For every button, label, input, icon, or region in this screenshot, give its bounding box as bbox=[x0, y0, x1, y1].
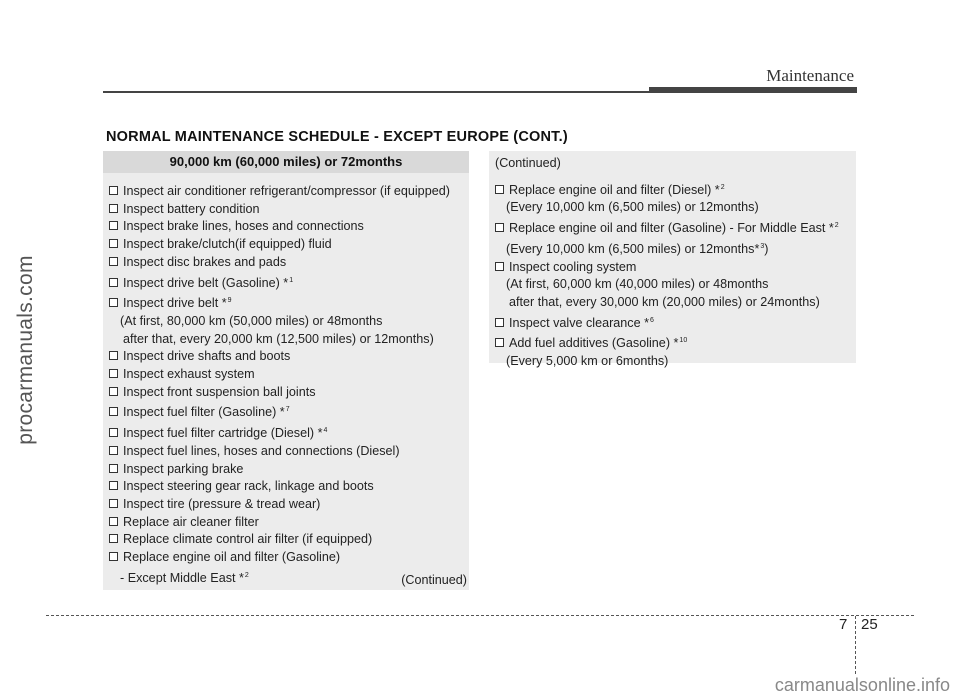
footnote-mark: 4 bbox=[323, 427, 328, 435]
footnote-mark: 1 bbox=[289, 276, 294, 284]
item-text: Inspect tire (pressure & tread wear) bbox=[123, 496, 321, 511]
checkbox-icon bbox=[109, 298, 118, 307]
checkbox-icon bbox=[109, 239, 118, 248]
checkbox-icon bbox=[109, 534, 118, 543]
header-title: Maintenance bbox=[766, 66, 854, 85]
checklist-item bbox=[103, 254, 469, 272]
item-text: Inspect drive belt * bbox=[123, 296, 227, 311]
item-text: (Every 10,000 km (6,500 miles) or 12months) bbox=[506, 200, 759, 215]
item-text: Inspect air conditioner refrigerant/compressor (if equipped) bbox=[123, 184, 450, 198]
checkbox-icon bbox=[109, 446, 118, 455]
checklist-item-detail bbox=[489, 238, 856, 259]
item-text: Inspect fuel lines, hoses and connections (Diesel) bbox=[123, 443, 400, 458]
right-continued-label: (Continued) bbox=[495, 156, 561, 170]
checkbox-icon bbox=[495, 262, 504, 271]
checkbox-icon bbox=[109, 499, 118, 508]
item-text: after that, every 30,000 km (20,000 miles) or 24months) bbox=[509, 294, 820, 309]
checklist-item bbox=[489, 332, 856, 353]
left-schedule-box bbox=[103, 151, 469, 590]
checkbox-icon bbox=[109, 351, 118, 360]
checklist-item-detail bbox=[489, 294, 856, 312]
item-text: Inspect valve clearance * bbox=[509, 315, 650, 330]
item-text: Inspect parking brake bbox=[123, 461, 244, 476]
page-separator bbox=[855, 616, 856, 674]
item-text: - Except Middle East * bbox=[120, 570, 244, 585]
checklist-item bbox=[103, 366, 469, 384]
checklist-item bbox=[489, 179, 856, 200]
footnote-mark: 6 bbox=[650, 316, 654, 324]
checklist-item bbox=[103, 549, 469, 567]
checkbox-icon bbox=[109, 464, 118, 473]
checklist-item bbox=[103, 531, 469, 549]
item-text: (Every 10,000 km (6,500 miles) or 12months* bbox=[506, 241, 760, 256]
checklist-item bbox=[103, 401, 469, 422]
checkbox-icon bbox=[109, 257, 118, 266]
item-text: Add fuel additives (Gasoline) * bbox=[509, 336, 679, 351]
checklist-item bbox=[103, 384, 469, 402]
item-text: (At first, 80,000 km (50,000 miles) or 48months bbox=[120, 313, 383, 328]
checkbox-icon bbox=[109, 517, 118, 526]
item-text: Replace engine oil and filter (Gasoline) bbox=[123, 550, 341, 565]
checklist-item bbox=[103, 218, 469, 236]
checkbox-icon bbox=[109, 407, 118, 416]
left-item-list bbox=[103, 173, 469, 587]
item-text: Inspect brake lines, hoses and connections bbox=[123, 219, 364, 234]
checkbox-icon bbox=[109, 369, 118, 378]
footnote-mark: 10 bbox=[679, 337, 688, 345]
header-rule-accent bbox=[649, 87, 857, 93]
left-continued-label: (Continued) bbox=[401, 573, 467, 587]
checkbox-icon bbox=[495, 318, 504, 327]
footnote-mark: 3 bbox=[760, 242, 765, 250]
section-title: NORMAL MAINTENANCE SCHEDULE - EXCEPT EUROPE (CONT.) bbox=[106, 129, 568, 145]
checkbox-icon bbox=[495, 223, 504, 232]
item-text: Inspect brake/clutch(if equipped) fluid bbox=[123, 237, 332, 252]
footnote-mark: 7 bbox=[285, 406, 290, 414]
item-text: Inspect front suspension ball joints bbox=[123, 384, 316, 399]
item-text: Inspect drive belt (Gasoline) * bbox=[123, 275, 289, 290]
checklist-item bbox=[103, 443, 469, 461]
footnote-mark: 2 bbox=[244, 571, 249, 579]
item-text: Replace engine oil and filter (Gasoline) - For Middle East * bbox=[509, 221, 834, 236]
checklist-item bbox=[489, 259, 856, 277]
item-text: Inspect disc brakes and pads bbox=[123, 254, 287, 269]
checklist-item-detail bbox=[103, 313, 469, 331]
footnote-mark: 2 bbox=[834, 222, 839, 230]
checkbox-icon bbox=[495, 338, 504, 347]
checklist-item-detail bbox=[489, 199, 856, 217]
right-schedule-box bbox=[489, 151, 856, 369]
item-text: Inspect battery condition bbox=[123, 201, 260, 216]
checklist-item bbox=[103, 201, 469, 219]
checklist-item bbox=[103, 514, 469, 532]
checklist-item bbox=[103, 422, 469, 443]
checkbox-icon bbox=[109, 278, 118, 287]
checklist-item bbox=[489, 217, 856, 238]
checklist-item bbox=[103, 272, 469, 293]
side-watermark: procarmanuals.com bbox=[14, 255, 37, 445]
item-text: (At first, 60,000 km (40,000 miles) or 48months bbox=[506, 277, 769, 292]
checkbox-icon bbox=[109, 186, 118, 195]
item-text: Inspect fuel filter cartridge (Diesel) * bbox=[123, 426, 323, 441]
page-chapter: 7 bbox=[839, 616, 848, 633]
item-text: Replace air cleaner filter bbox=[123, 514, 259, 529]
checkbox-icon bbox=[495, 185, 504, 194]
right-item-list bbox=[489, 173, 856, 371]
page-number: 25 bbox=[861, 616, 878, 633]
item-text: after that, every 20,000 km (12,500 miles) or 12months) bbox=[123, 331, 434, 346]
item-text: Inspect steering gear rack, linkage and boots bbox=[123, 479, 374, 494]
checklist-item bbox=[103, 461, 469, 479]
checkbox-icon bbox=[109, 387, 118, 396]
checklist-item-detail bbox=[103, 331, 469, 349]
checkbox-icon bbox=[109, 204, 118, 213]
checkbox-icon bbox=[109, 428, 118, 437]
item-text: Inspect exhaust system bbox=[123, 367, 255, 382]
footnote-mark: 9 bbox=[227, 297, 232, 305]
item-text: (Every 5,000 km or 6months) bbox=[506, 354, 669, 369]
checklist-item bbox=[103, 183, 469, 201]
left-column-heading: 90,000 km (60,000 miles) or 72months bbox=[103, 151, 469, 173]
checklist-item bbox=[103, 292, 469, 313]
item-text: Replace climate control air filter (if equipped) bbox=[123, 532, 373, 547]
checkbox-icon bbox=[109, 552, 118, 561]
item-text: Inspect drive shafts and boots bbox=[123, 349, 291, 364]
bottom-watermark: carmanualsonline.info bbox=[774, 675, 950, 695]
checklist-item-detail bbox=[489, 353, 856, 371]
header-rule bbox=[103, 91, 649, 93]
checklist-item bbox=[103, 236, 469, 254]
item-text-tail: ) bbox=[764, 241, 769, 256]
checklist-item bbox=[103, 478, 469, 496]
footnote-mark: 2 bbox=[720, 183, 725, 191]
item-text: Inspect fuel filter (Gasoline) * bbox=[123, 405, 285, 420]
item-text: Replace engine oil and filter (Diesel) * bbox=[509, 182, 720, 197]
checkbox-icon bbox=[109, 481, 118, 490]
checklist-item bbox=[489, 312, 856, 333]
checklist-item-detail bbox=[489, 276, 856, 294]
checkbox-icon bbox=[109, 221, 118, 230]
item-text: Inspect cooling system bbox=[509, 259, 637, 274]
checklist-item bbox=[103, 496, 469, 514]
footer-rule bbox=[46, 615, 914, 616]
checklist-item bbox=[103, 348, 469, 366]
